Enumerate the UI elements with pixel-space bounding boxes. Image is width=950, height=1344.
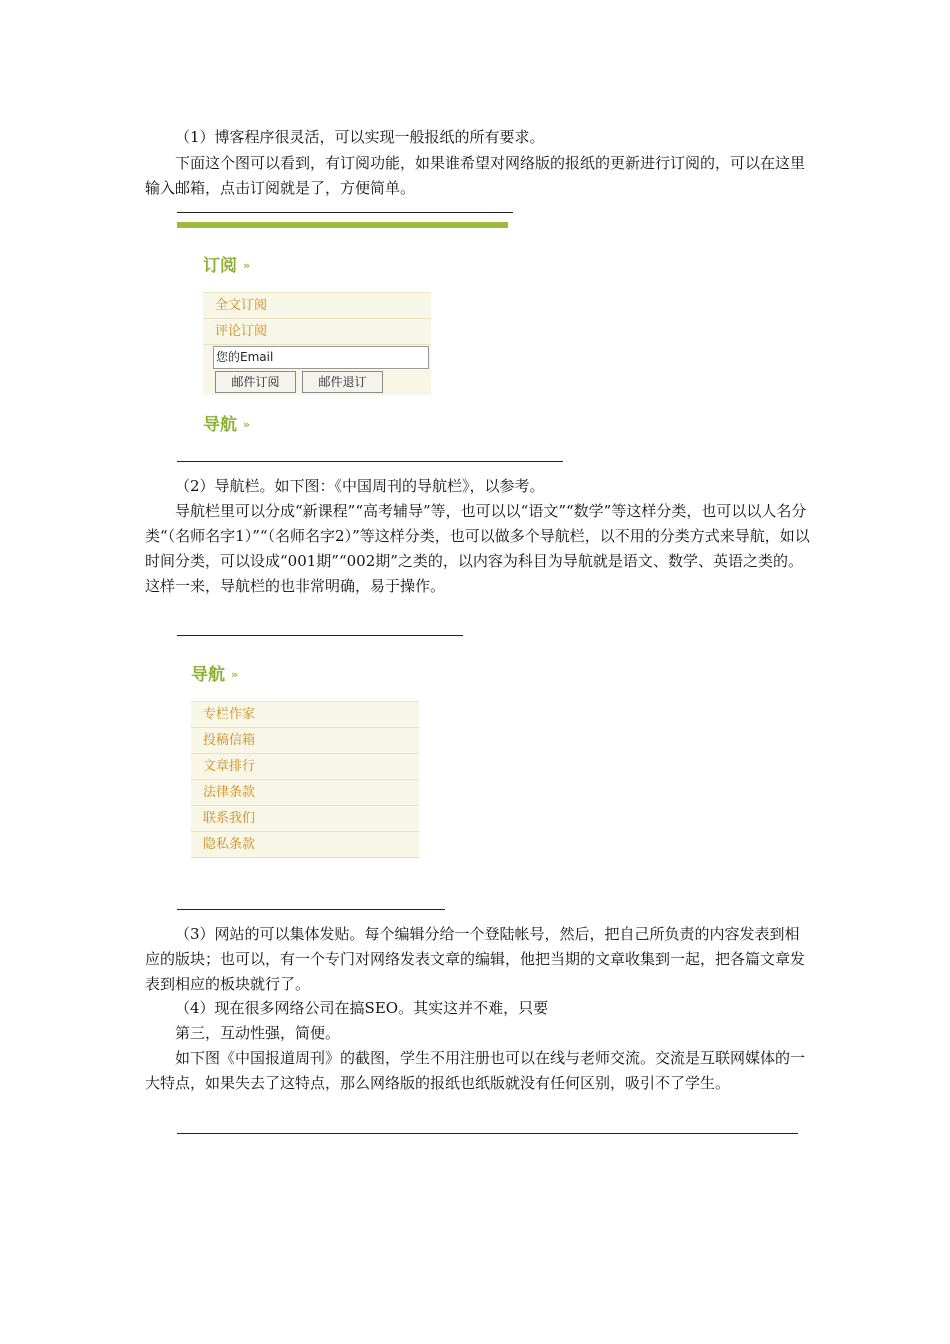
paragraph-8: 如下图《中国报道周刊》的截图，学生不用注册也可以在线与老师交流。交流是互联网媒体的一大特点，如果失去了这特点，那么网络版的报纸也纸版就没有任何区别，吸引不了学生。: [145, 1049, 806, 1092]
divider: [177, 909, 445, 910]
nav-item-article-ranking[interactable]: 文章排行: [191, 754, 419, 780]
paragraph-1: （1）博客程序很灵活，可以实现一般报纸的所有要求。: [175, 128, 545, 146]
nav-title: 导航 »: [191, 665, 239, 685]
divider: [177, 1133, 798, 1134]
nav-item-legal-terms[interactable]: 法律条款: [191, 780, 419, 806]
nav-item-privacy-terms[interactable]: 隐私条款: [191, 832, 419, 858]
subscribe-widget-screenshot: [177, 222, 513, 435]
divider: [177, 212, 513, 213]
paragraph-2: 下面这个图可以看到，有订阅功能，如果谁希望对网络版的报纸的更新进行订阅的，可以在这里输入邮箱，点击订阅就是了，方便简单。: [145, 154, 806, 197]
nav-item-columnists[interactable]: 专栏作家: [191, 702, 419, 728]
divider: [177, 461, 563, 462]
unsubscribe-button[interactable]: 邮件退订: [302, 371, 383, 393]
nav-panel: [191, 701, 419, 858]
nav-widget-screenshot: [177, 650, 437, 865]
subscribe-button[interactable]: 邮件订阅: [215, 371, 296, 393]
nav-title-partial: 导航 »: [203, 415, 251, 435]
paragraph-5: （3）网站的可以集体发贴。每个编辑分给一个登陆帐号，然后，把自己所负责的内容发表到相应的版块；也可以，有一个专门对网络发表文章的编辑，他把当期的文章收集到一起，把各篇文章发表到相应的板块就行了。: [145, 925, 806, 993]
subscribe-title: 订阅 »: [203, 256, 251, 276]
paragraph-6: （4）现在很多网络公司在搞SEO。其实这并不难，只要: [175, 999, 549, 1017]
paragraph-4: 导航栏里可以分成“新课程”“高考辅导”等，也可以以“语文”“数学”等这样分类，也可以以人名分类“（名师名字1）”“（名师名字2）”等这样分类，也可以做多个导航栏，以不用的分类方式来导航，如以时间分类，可以设成“001期”“002期”之类的，以内容为科目为导航就是语文、数学、英语之类的。这样一来，导航栏的也非常明确，易于操作。: [145, 502, 810, 595]
chevron-right-icon: »: [231, 668, 239, 681]
paragraph-3: （2）导航栏。如下图：《中国周刊的导航栏》，以参考。: [175, 477, 545, 495]
nav-item-submission-mailbox[interactable]: 投稿信箱: [191, 728, 419, 754]
email-field[interactable]: 您的Email: [213, 346, 429, 369]
nav-item-contact-us[interactable]: 联系我们: [191, 806, 419, 832]
chevron-right-icon: »: [243, 259, 251, 272]
paragraph-7: 第三，互动性强，简便。: [175, 1024, 341, 1042]
list-item-full-subscribe[interactable]: 全文订阅: [203, 293, 431, 319]
list-item-comment-subscribe[interactable]: 评论订阅: [203, 319, 431, 345]
widget-top-bar: [177, 222, 508, 228]
divider: [177, 635, 463, 636]
